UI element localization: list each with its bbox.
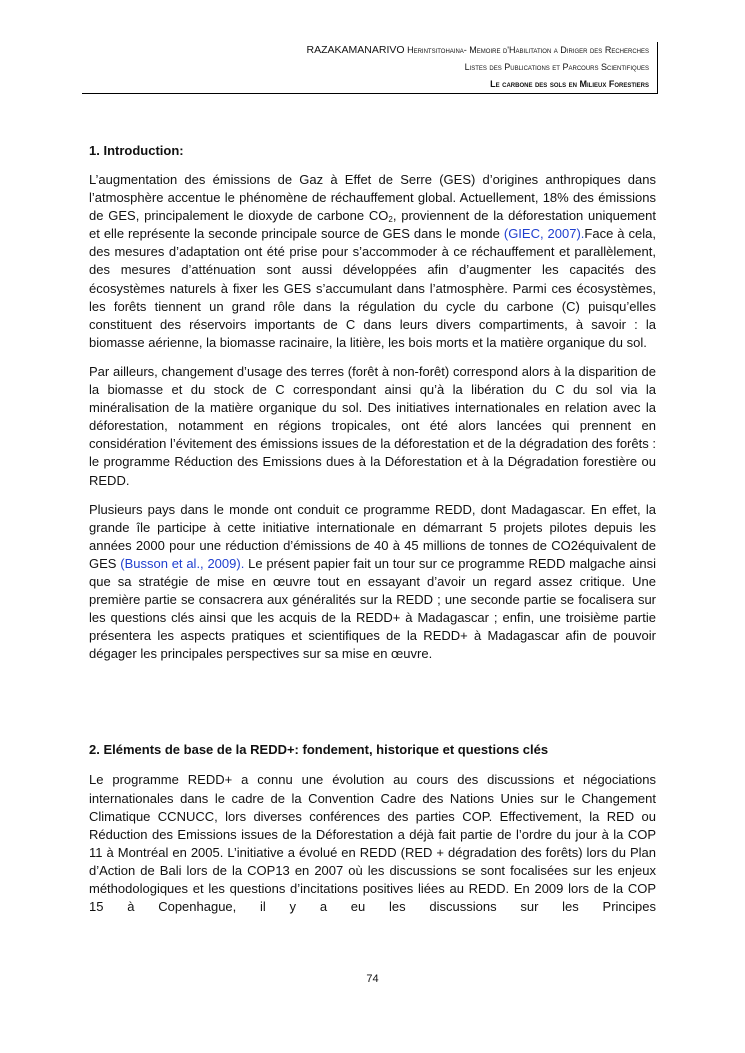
page-number: 74: [366, 973, 379, 985]
paragraph-text: Le présent papier fait un tour sur ce programme REDD malgache ainsi que sa stratégie de mise en œuvre tout en essayant d’avoir un regard assez critique. Une première partie se consacrera aux généralités sur la REDD ; une seconde partie se focalisera sur les questions clés ainsi que les acquis de la REDD+ à Madagascar ; enfin, une troisième partie présentera les aspects pratiques et scientifiques de la REDD+ à Madagascar afin de pouvoir dégager les principales perspectives sur sa mise en œuvre.: [89, 555, 656, 662]
section-2-paragraph-1: Le programme REDD+ a connu une évolution au cours des discussions et négociations internationales dans le cadre de la Convention Cadre des Nations Unies sur le Changement Climatique CCNUCC, lors diverses conférences des parties COP. Effectivement, la RED ou Réduction des Emissions issues de la Déforestation a déjà fait partie de l’ordre du jour à la COP 11 à Montréal en 2005. L’initiative a évolué en REDD (RED + dégradation des forêts) lors du Plan d’Action de Bali lors de la COP13 en 2007 où les discussions se sont focalisées sur les enjeux méthodologiques et les questions d’incitations positives liées au REDD. En 2009 lors de la COP 15 à Copenhague, il y a eu les discussions sur les Principes: [89, 772, 656, 915]
section-1-paragraph-3: [89, 501, 656, 664]
page-content: [89, 142, 656, 916]
section-2-title: 2. Eléments de base de la REDD+: fondement, historique et questions clés: [89, 742, 549, 758]
section-1-paragraph-1: [89, 171, 656, 352]
running-header: [82, 42, 658, 94]
paragraph-text: Face à cela, des mesures d’adaptation ont été prise pour s’accommoder à ce réchauffement et parallèlement, des mesures d’atténuation sont aussi développées afin d’augmenter les capacités des écosystèmes naturels à fixer les GES s’accumulant dans l’atmosphère. Parmi ces écosystèmes, les forêts tiennent un grand rôle dans la régulation du cycle du carbone (C) puisqu’elles constituent des réservoirs importants de C dans leurs divers compartiments, à savoir : la biomasse aérienne, la biomasse racinaire, la litière, les bois morts et la matière organique du sol.: [89, 226, 656, 350]
header-line-2: Listes des Publications et Parcours Scientifiques: [464, 62, 649, 72]
section-1-paragraph-2: Par ailleurs, changement d’usage des terres (forêt à non-forêt) correspond alors à la disparition de la biomasse et du stock de C correspondant ainsi qu’à la libération du C du sol via la minéralisation de la matière organique du sol. Des initiatives internationales en relation avec la déforestation, notamment en régions tropicales, ont été alors lancées qui prennent en considération l’évitement des émissions issues de la déforestation et de la dégradation des forêts : le programme Réduction des Emissions dues à la Déforestation et à la Dégradation forestière ou REDD.: [89, 363, 656, 488]
header-author: RAZAKAMANARIVO: [306, 44, 405, 56]
header-title: Herintsitohaina- Memoire d'Habilitation a Diriger des Recherches: [407, 45, 649, 55]
paragraph-text: Plusieurs pays dans le monde ont conduit ce programme REDD, dont Madagascar. En effet, la grande île participe à cette initiative internationale en démarrant 5 projets pilotes depuis les années 2000 pour une réduction d’émissions de 40 à 45 millions de tonnes de CO2équivalent de GES: [89, 501, 656, 571]
citation-giec[interactable]: (GIEC, 2007).: [503, 226, 585, 242]
citation-busson[interactable]: (Busson et al., 2009).: [120, 555, 245, 571]
section-1-title: 1. Introduction:: [89, 143, 184, 158]
paragraph-text: L’augmentation des émissions de Gaz à Effet de Serre (GES) d’origines anthropiques dans l’atmosphère accentue le phénomène de réchauffement global. Actuellement, 18% des émissions de GES, principalement le dioxyde de carbone CO: [89, 172, 656, 224]
header-line-3: Le carbone des sols en Milieux Forestiers: [490, 79, 649, 89]
header-line-1: [82, 42, 649, 59]
subscript: 2: [388, 215, 393, 225]
paragraph-text: , proviennent de la déforestation uniquement et elle représente la seconde principale source de GES dans le monde: [89, 208, 656, 242]
